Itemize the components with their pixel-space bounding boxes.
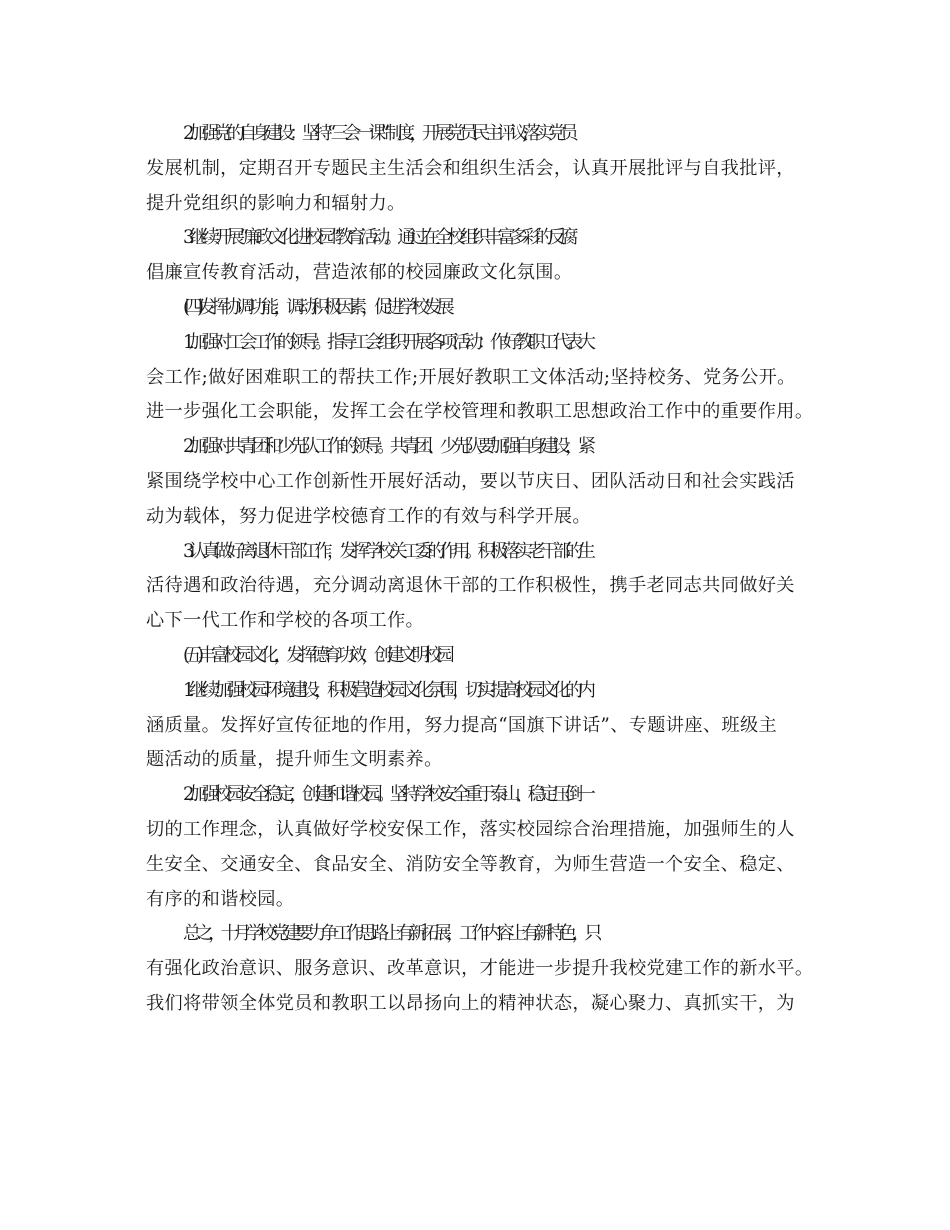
text-line: 2.加强对共青团和少先队工作的领导。共青团、少先队要加强自身建设，紧 <box>183 436 591 458</box>
text-line: 2.加强党的自身建设：坚持“三会一课”制度，开展党员民主评议;落实党员 <box>183 123 573 144</box>
text-line: 1.加强对工会工作的领导。指导工会组织开展各项活动：作好教职工代表大 <box>183 331 591 353</box>
text-line: 涵质量。发挥好宣传征地的作用，努力提高“国旗下讲话”、专题讲座、班级主 <box>146 714 778 736</box>
text-line: 有强化政治意识、服务意识、改革意识，才能进一步提升我校党建工作的新水平。 <box>146 958 814 980</box>
text-line: 有序的和谐校园。 <box>146 888 295 910</box>
text-line: 活待遇和政治待遇，充分调动离退休干部的工作积极性，携手老同志共同做好关 <box>146 575 795 597</box>
text-line: 3. 继续开展“廉政文化进校园”教育活动。通过在全校组织丰富多彩的反腐 <box>183 227 573 249</box>
text-line: 倡廉宣传教育活动，营造浓郁的校园廉政文化氛围。 <box>146 262 573 284</box>
text-line: 1.继续加强校园环境建设，积极营造校园文化氛围，切实提高校园文化的内 <box>183 679 591 701</box>
text-line: (四)发挥协调功能，调动积极因素，促进学校发展 <box>183 296 450 318</box>
text-line: 心下一代工作和学校的各项工作。 <box>146 610 425 632</box>
text-line: 总之，十月学校党建要力争工作思路上有新拓展，工作内容上有新特色，只 <box>183 923 597 945</box>
text-line: 生安全、交通安全、食品安全、消防安全等教育，为师生营造一个安全、稳定、 <box>146 853 795 875</box>
document-body <box>146 117 814 1022</box>
text-line: 发展机制，定期召开专题民主生活会和组织生活会，认真开展批评与自我批评， <box>146 157 795 179</box>
text-line: 提升党组织的影响力和辐射力。 <box>146 192 406 214</box>
text-line: 2.加强校园安全稳定，创建和谐校园。坚持学校安全重于泰山、稳定压倒一 <box>183 784 591 806</box>
text-line: 题活动的质量，提升师生文明素养。 <box>146 749 443 771</box>
text-line: (五)丰富校园文化，发挥德育功效，创建文明校园 <box>183 644 450 666</box>
text-line: 动为载体，努力促进学校德育工作的有效与科学开展。 <box>146 505 591 527</box>
text-line: 我们将带领全体党员和教职工以昂扬向上的精神状态，凝心聚力、真抓实干，为 <box>146 992 795 1014</box>
text-line: 紧围绕学校中心工作创新性开展好活动，要以节庆日、团队活动日和社会实践活 <box>146 470 795 492</box>
text-line: 3.认真做好离退休干部工作，发挥学校关工委的作用。积极落实老干部的生 <box>183 540 591 562</box>
text-line: 进一步强化工会职能，发挥工会在学校管理和教职工思想政治工作中的重要作用。 <box>146 401 814 423</box>
text-line: 会工作;做好困难职工的帮扶工作;开展好教职工文体活动;坚持校务、党务公开。 <box>146 366 796 388</box>
text-line: 切的工作理念，认真做好学校安保工作，落实校园综合治理措施，加强师生的人 <box>146 818 795 840</box>
